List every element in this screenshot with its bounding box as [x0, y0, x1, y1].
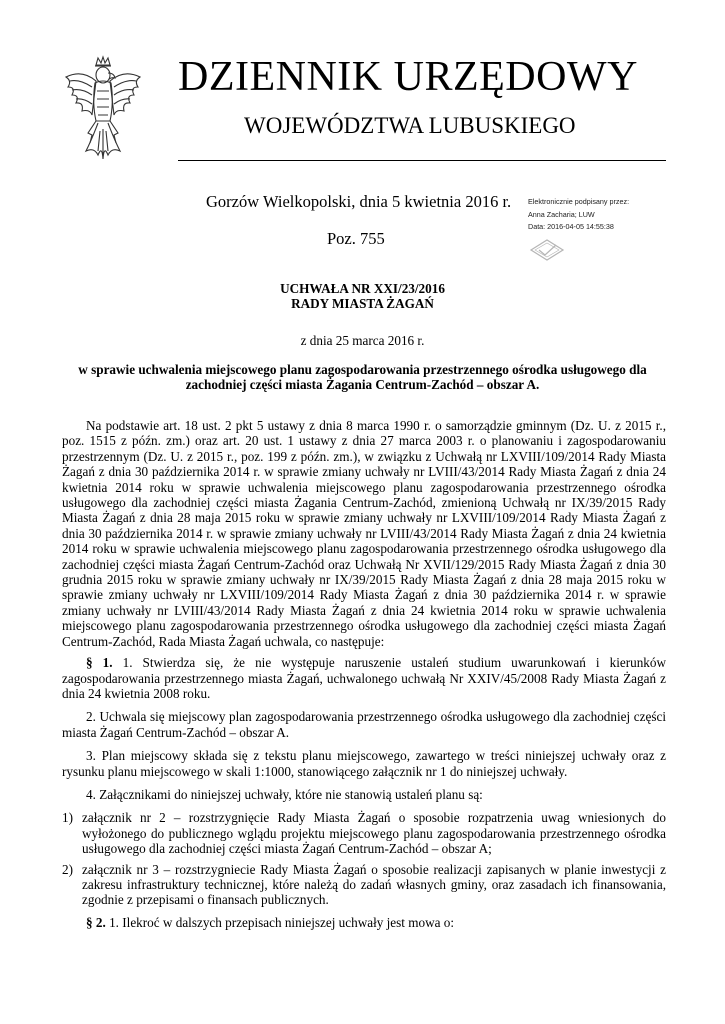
- polish-eagle-emblem-icon: [62, 55, 144, 167]
- list-item-text: załącznik nr 2 – rozstrzygnięcie Rady Miasta Żagań o sposobie rozpatrzenia uwag wniesionych do wyłożonego do publicznego wglądu projektu miejscowego planu zagospodarowania przestrzennego ośrodka usługowego dla zachodniej części miasta Żagań Centrum-Zachód – obszar A;: [82, 810, 666, 857]
- section-2-label: § 2.: [86, 914, 106, 930]
- signature-line-2: Anna Zacharia; LUW: [528, 209, 595, 219]
- section-1-paragraph-4: 4. Załącznikami do niniejszej uchwały, które nie stanowią ustaleń planu są:: [86, 786, 483, 802]
- resolution-date: z dnia 25 marca 2016 r.: [300, 333, 425, 348]
- section-1-paragraph-1-text: 1. Stwierdza się, że nie występuje naruszenie ustaleń studium uwarunkowań i kierunków zagospodarowania przestrzennego miasta Żagań, uchwalonego uchwałą Nr XXIV/45/2008 Rady Miasta Żagań z dnia 24 kwietnia 2008 roku.: [62, 655, 667, 701]
- resolution-council: RADY MIASTA ŻAGAŃ: [291, 296, 434, 311]
- resolution-number: UCHWAŁA NR XXI/23/2016: [280, 281, 445, 296]
- list-item: [62, 810, 666, 856]
- list-item-text: załącznik nr 3 – rozstrzygniecie Rady Miasta Żagań o sposobie realizacji zapisanych w planie inwestycji z zakresu infrastruktury technicznej, które należą do zadań własnych gminy, oraz zasadach ich finansowania, zgodnie z przepisami o finansach publicznych.: [82, 861, 666, 908]
- section-1-paragraph-1: [62, 655, 666, 701]
- resolution-heading: [0, 281, 725, 311]
- section-1-paragraph-3: 3. Plan miejscowy składa się z tekstu planu miejscowego, zawartego w treści niniejszej uchwały oraz z rysunku planu miejscowego w skali 1:1000, stanowiącego załącznik nr 1 do niniejszej uchwały.: [62, 748, 666, 779]
- signature-line-1: Elektronicznie podpisany przez:: [528, 197, 630, 206]
- list-item: [62, 862, 666, 908]
- attachments-list: [62, 810, 666, 907]
- resolution-subject: w sprawie uchwalenia miejscowego planu zagospodarowania przestrzennego ośrodka usługowego dla zachodniej części miasta Żagania Centrum-Zachód – obszar A.: [78, 362, 647, 393]
- gazette-subtitle: WOJEWÓDZTWA LUBUSKIEGO: [244, 113, 576, 138]
- section-1-paragraph-2: 2. Uchwala się miejscowy plan zagospodarowania przestrzennego ośrodka usługowego dla zachodniej części miasta Żagań Centrum-Zachód – obszar A.: [62, 709, 666, 740]
- masthead-divider: [178, 160, 666, 161]
- electronic-signature: [528, 196, 629, 234]
- preamble: Na podstawie art. 18 ust. 2 pkt 5 ustawy z dnia 8 marca 1990 r. o samorządzie gminnym (Dz. U. z 2015 r., poz. 1515 z późn. zm.) oraz art. 20 ust. 1 ustawy z dnia 27 marca 2003 r. o planowaniu i zagospodarowaniu przestrzennym (Dz. U. z 2015 r., poz. 199 z późn. zm.), w związku z Uchwałą nr LXVIII/109/2014 Rady Miasta Żagań z dnia 30 października 2014 r. w sprawie zmiany uchwały nr LVIII/43/2014 Rady Miasta Żagań z dnia 24 kwietnia 2014 roku w sprawie uchwalenia miejscowego planu zagospodarowania przestrzennego ośrodka usługowego dla zachodniej części miasta Żagania Centrum-Zachód, zmienioną Uchwałą nr IX/39/2015 Rady Miasta Żagań z dnia 28 maja 2015 roku w sprawie zmiany uchwały nr LXVIII/109/2014 Rady Miasta Żagań z dnia 30 października 2014 r. w sprawie zmiany uchwały nr LVIII/43/2014 Rady Miasta Żagań z dnia 24 kwietnia 2014 roku w sprawie uchwalenia miejscowego planu zagospodarowania przestrzennego ośrodka usługowego dla zachodniej części miasta Żagań Centrum-Zachód oraz Uchwałą Nr XVII/129/2015 Rady Miasta Żagań z dnia 30 grudnia 2015 roku w sprawie zmiany uchwały nr IX/39/2015 Rady Miasta Żagań z dnia 28 maja 2015 roku w sprawie zmiany uchwały nr LXVIII/109/2014 Rady Miasta Żagań z dnia 30 października 2014 r. w sprawie zmiany uchwały nr LVIII/43/2014 Rady Miasta Żagań z dnia 24 kwietnia 2014 roku w sprawie uchwalenia miejscowego planu zagospodarowania przestrzennego ośrodka usługowego dla zachodniej części miasta Żagań Centrum-Zachód, Rada Miasta Żagań uchwala, co następuje:: [62, 418, 666, 649]
- section-1-label: § 1.: [86, 655, 113, 671]
- signature-line-3: Data: 2016-04-05 14:55:38: [528, 222, 614, 231]
- gazette-title: DZIENNIK URZĘDOWY: [178, 54, 638, 100]
- section-2-paragraph-1-text: 1. Ilekroć w dalszych przepisach niniejszej uchwały jest mowa o:: [109, 914, 455, 930]
- list-item-number: 2): [62, 861, 73, 877]
- section-2-paragraph-1: [62, 915, 666, 930]
- position-number: Poz. 755: [327, 229, 385, 248]
- place-and-date: Gorzów Wielkopolski, dnia 5 kwietnia 2016 r.: [206, 192, 512, 211]
- signature-check-icon: [528, 238, 566, 262]
- list-item-number: 1): [62, 810, 73, 826]
- resolution-body: [62, 418, 666, 938]
